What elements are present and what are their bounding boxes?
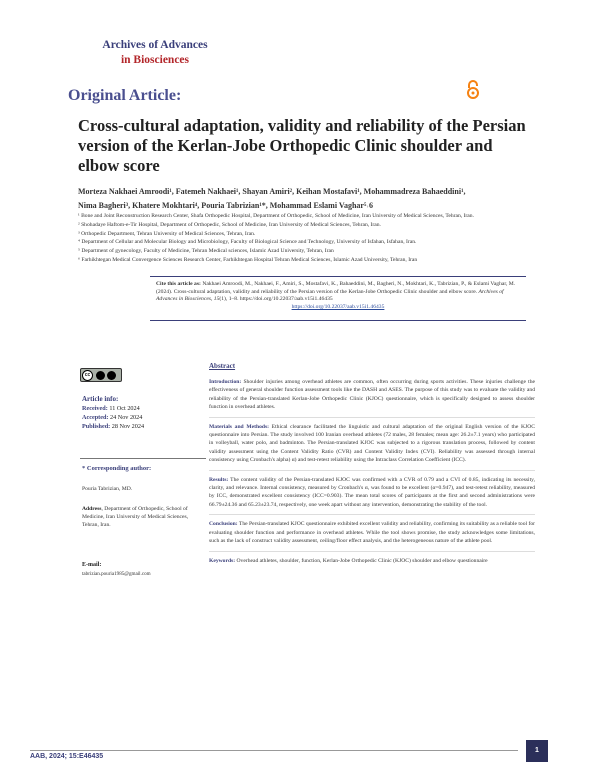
article-type: Original Article: <box>68 87 182 104</box>
nc-icon <box>107 371 116 380</box>
published-date: Published: 28 Nov 2024 <box>82 423 145 430</box>
journal-name <box>70 38 240 68</box>
journal-name-line1: Archives of Advances <box>102 39 208 51</box>
page-number: 1 <box>526 740 548 762</box>
abstract-heading: Abstract <box>209 362 236 370</box>
citation-tail: (1), 1–8. https://doi.org/10.22037/aab.v15i1.46435 <box>219 296 333 303</box>
affiliation-item: ¹ Bone and Joint Reconstruction Research Center, Shafa Orthopedic Hospital, Department of Orthopedic, School of Medicine, Iran University of Medical Sciences, Tehran, Iran. <box>78 213 474 219</box>
corresponding-author-heading: * Corresponding author: <box>82 465 152 472</box>
abstract-results: Results: The content validity of the Persian-translated KJOC was confirmed with a CVR of 0.79 and a CVI of 0.85, indicating its necessity, clarity, and relevance. Internal consistency, measured by Cronbach's α, was found to be excellent (α=0.947), and test-retest reliability, measured by ICC, demonstrated excellent consistency (ICC=0.903). The mean total scores of participants at the first and second administrations were 66.79±24.36 and 65.23±23.74, respectively, one week apart without any intervention, demonstrating the stability of the tool. <box>209 476 535 516</box>
citation-text: Nakhaei Amroodi, M., Nakhaei, F., Amiri, S., Mostafavi, K., Bahaeddini, M., Bagheri, N., Mokhtari, K., Tabrizian, P., & Eslami Vaghar, M. (2024). Cross-cultural adaptation, validity and reliability of the Persian version of the Kerlan-Jobe Orthopedic Clinic shoulder and elbow score. <box>156 281 516 295</box>
abstract <box>209 362 535 575</box>
affiliation-item: ⁵ Department of gynecology, Faculty of Medicine, Tehran Medical sciences, Islamic Azad University, Tehran, Iran <box>78 248 334 255</box>
author-line-2: Nima Bagheri³, Khatere Mokhtari⁴, Pouria Tabrizian¹*, Mohammad Eslami Vaghar⁵˒6 <box>78 201 374 210</box>
open-access-icon <box>466 80 480 100</box>
abstract-introduction: Introduction: Shoulder injuries among overhead athletes are common, often occurring during sports activities. These injuries challenge the effectiveness of general shoulder function assessment tools like the DASH and ASES. The purpose of this study was to evaluate the validity and reliability of the Persian-translated Kerlan-Jobe Orthopedic Clinic (KJOC) questionnaire, which is specifically designed to assess shoulder function in overhead athletes. <box>209 378 535 418</box>
cc-license-badge[interactable] <box>80 368 122 382</box>
corresponding-author-name: Pouria Tabrizian, MD. <box>82 486 133 492</box>
journal-name-line2: in Biosciences <box>120 54 190 66</box>
corresponding-author-address: Address, Department of Orthopedic, School of Medicine, Iran University of Medical Sciences, Tehran, Iran. <box>82 506 189 529</box>
affiliation-item: ³ Orthopedic Department, Tehran University of Medical Sciences, Tehran, Iran. <box>78 230 256 237</box>
author-list <box>78 185 538 213</box>
received-date: Received: 11 Oct 2024 <box>82 405 140 412</box>
affiliations-list <box>78 213 540 266</box>
accepted-date: Accepted: 24 Nov 2024 <box>82 414 143 421</box>
by-icon <box>96 371 105 380</box>
footer-divider <box>30 750 518 751</box>
article-info-heading: Article info: <box>82 395 119 403</box>
citation-doi-link[interactable]: https://doi.org/10.22037/aab.v15i1.46435 <box>291 303 385 310</box>
citation-box <box>150 276 526 321</box>
affiliation-item: ⁶ Farhikhtegan Medical Convergence Sciences Research Center, Farhikhtegan Hospital Tehran Medical Sciences, Islamic Azad University, Tehran, Iran <box>78 256 418 263</box>
article-title: Cross-cultural adaptation, validity and reliability of the Persian version of the Kerlan-Jobe Orthopedic Clinic shoulder and elbow score <box>78 116 526 175</box>
author-line-1: Morteza Nakhaei Amroodi¹, Fatemeh Nakhaei¹, Shayan Amiri², Keihan Mostafavi¹, Mohammadreza Bahaeddini¹, <box>78 187 466 196</box>
affiliation-item: ⁴ Department of Cellular and Molecular Biology and Microbiology, Faculty of Biological Science and Technology, University of Isfahan, Isfahan, Iran. <box>78 239 417 246</box>
cc-icon: cc <box>82 370 93 381</box>
citation-journal: Archives of Advances in Biosciences, 15 <box>156 288 504 303</box>
citation-label: Cite this article as: <box>156 281 201 287</box>
abstract-keywords: Keywords: Overhead athletes, shoulder, function, Kerlan-Jobe Orthopedic Clinic (KJOC) shoulder and elbow questionnaire <box>209 557 488 564</box>
divider <box>80 458 206 459</box>
affiliation-item: ² Shohadaye Haftom-e-Tir Hospital, Department of Orthopedic, School of Medicine, Iran University of Medical Sciences, Tehran, Iran. <box>78 221 381 228</box>
footer-citation: AAB, 2024; 15:E46435 <box>30 753 104 760</box>
abstract-conclusion: Conclusion: The Persian-translated KJOC questionnaire exhibited excellent validity and reliability, confirming its suitability as a reliable tool for evaluating shoulder function and performance in overhead athletes. While the tool shows promise, the study acknowledges some limitations, such as the lack of construct validity assessment, ceiling/floor effect analysis, and the heterogeneous nature of the athlete pool. <box>209 520 535 551</box>
email-label: E-mail: <box>82 562 102 568</box>
corresponding-email[interactable]: tabrizian.pouria1985@gmail.com <box>82 571 151 577</box>
abstract-methods: Materials and Methods: Ethical clearance facilitated the linguistic and cultural adaptation of the original English version of the KJOC questionnaire into Persian. The study involved 100 Iranian overhead athletes (72 males, 28 females; mean age: 26.2±7.1 years) who participated in volleyball, water polo, and badminton. The Persian-translated KJOC was subjected to a rigorous translation process, followed by content validity assessment using the Content Validity Ratio (CVR) and Content Validity Index (CVI). Reliability was assessed through internal consistency using Cronbach's alpha) α) and test-retest reliability using the Intraclass Correlation Coefficient (ICC). <box>209 423 535 471</box>
